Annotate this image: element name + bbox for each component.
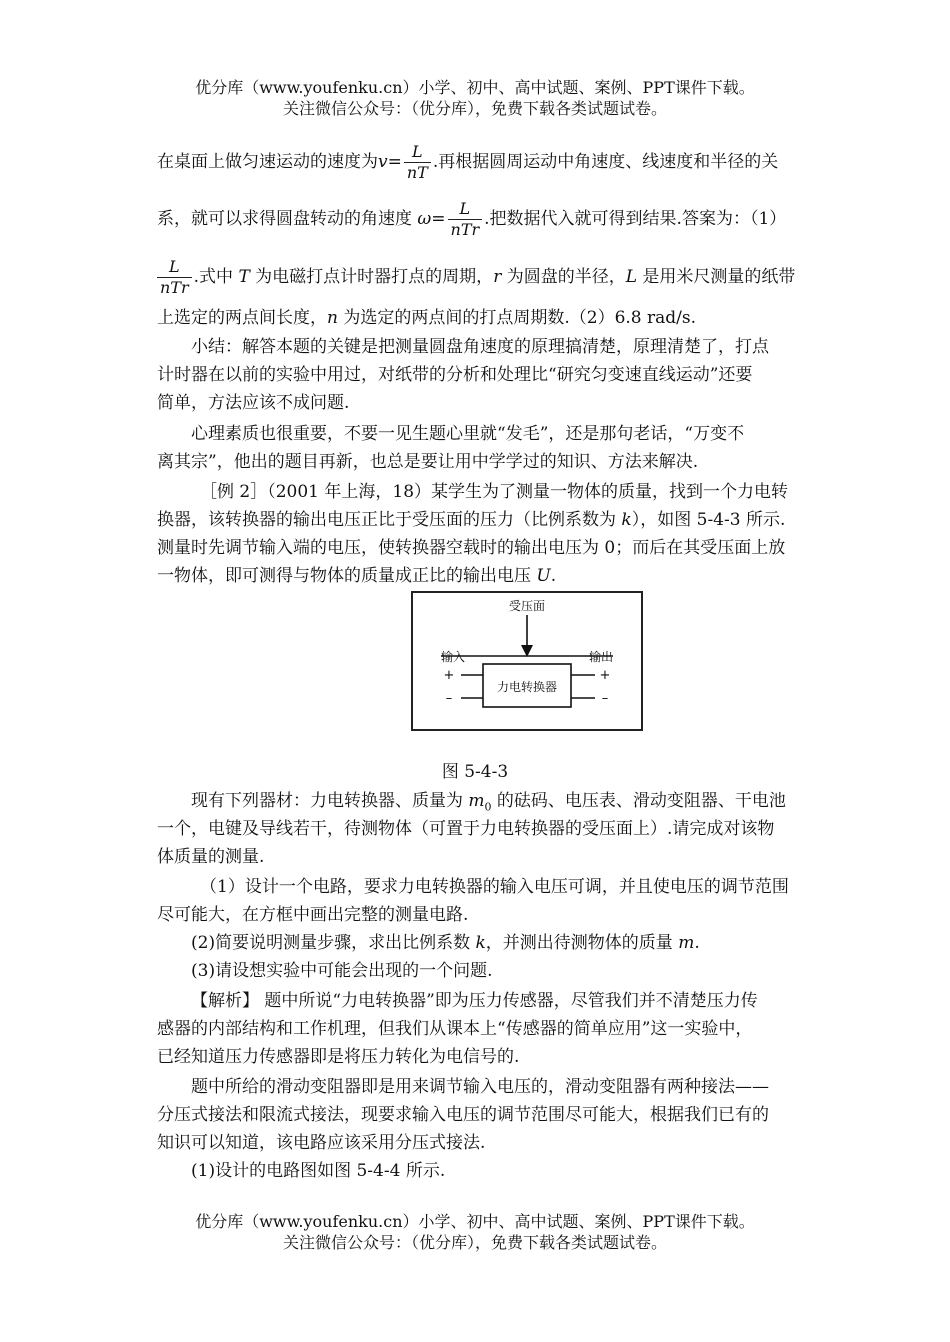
fraction — [448, 199, 483, 240]
symbol-U: U — [536, 566, 551, 586]
page-header — [0, 77, 950, 119]
text: . — [550, 566, 557, 586]
example-line: ［例 2］（2001 年上海，18）某学生为了测量一物体的质量，找到一个力电转 — [200, 482, 789, 502]
symbol-T: T — [238, 267, 250, 287]
fraction — [157, 257, 192, 298]
text: 换器，该转换器的输出电压正比于受压面的压力（比例系数为 — [157, 510, 622, 530]
fraction-numerator: L — [157, 257, 192, 278]
example-line — [157, 506, 785, 534]
figure-5-4-3 — [411, 591, 643, 731]
fraction — [404, 142, 431, 183]
question-line: 尽可能大，在方框中画出完整的测量电路. — [157, 905, 469, 925]
example-line: 测量时先调节输入端的电压，使转换器空载时的输出电压为 0；而后在其受压面上放 — [157, 538, 786, 558]
input-plus: + — [443, 668, 455, 683]
text: = — [431, 209, 446, 229]
text: 为圆盘的半径， — [501, 267, 626, 287]
fraction-numerator: L — [404, 142, 431, 163]
fraction-denominator: nTr — [450, 220, 480, 239]
symbol-L: L — [625, 267, 638, 287]
fraction-numerator: L — [448, 199, 483, 220]
paragraph-line — [157, 304, 696, 332]
question-line — [191, 929, 700, 957]
text: 系，就可以求得圆盘转动的角速度 — [157, 209, 418, 229]
text: 上选定的两点间长度， — [157, 308, 327, 328]
down-arrow-icon — [521, 645, 533, 657]
text: 为选定的两点间的打点周期数.（2）6.8 rad/s. — [337, 308, 697, 328]
text: .式中 — [193, 267, 239, 287]
paragraph-line: 体质量的测量. — [157, 847, 265, 867]
text: 的砝码、电压表、滑动变阻器、干电池 — [491, 791, 786, 811]
output-label: 输出 — [588, 650, 614, 664]
text: 一物体，即可测得与物体的质量成正比的输出电压 — [157, 566, 537, 586]
symbol-n: n — [327, 308, 338, 328]
page-footer — [0, 1211, 950, 1253]
paragraph-line — [157, 199, 787, 239]
text: ），如图 5-4-3 所示. — [631, 510, 786, 530]
input-label: 输入 — [440, 650, 466, 664]
paragraph-line: 知识可以知道，该电路应该采用分压式接法. — [157, 1133, 486, 1153]
pressure-surface-label: 受压面 — [508, 599, 546, 613]
text: . — [694, 933, 700, 953]
symbol-v: v — [378, 152, 388, 172]
summary-line: 简单，方法应该不成问题. — [157, 393, 350, 413]
force-transducer-diagram — [413, 593, 641, 729]
symbol-omega: ω — [417, 209, 432, 229]
footer-line-1: 优分库（www.youfenku.cn）小学、初中、高中试题、案例、PPT课件下载。 — [195, 1212, 755, 1231]
text: 是用米尺测量的纸带 — [637, 267, 796, 287]
output-minus: – — [601, 691, 609, 706]
symbol-m: m — [468, 791, 485, 811]
paragraph-line: 离其宗”，他出的题目再新，也总是要让用中学学过的知识、方法来解决. — [157, 452, 699, 472]
header-line-1: 优分库（www.youfenku.cn）小学、初中、高中试题、案例、PPT课件下载。 — [195, 78, 755, 97]
question-line: （1）设计一个电路，要求力电转换器的输入电压可调，并且使电压的调节范围 — [200, 877, 789, 897]
analysis-line: 【解析】 题中所说“力电转换器”即为压力传感器，尽管我们并不清楚压力传 — [191, 991, 758, 1011]
subscript: 0 — [484, 800, 492, 814]
text: = — [387, 152, 402, 172]
example-line — [157, 562, 556, 590]
text: 为电磁打点计时器打点的周期， — [249, 267, 494, 287]
text: 在桌面上做匀速运动的速度为 — [157, 152, 378, 172]
paragraph-line — [191, 787, 786, 815]
analysis-line: 已经知道压力传感器即是将压力转化为电信号的. — [157, 1047, 520, 1067]
fraction-denominator: nT — [406, 163, 428, 182]
transducer-label: 力电转换器 — [496, 680, 558, 694]
summary-line: 计时器在以前的实验中用过，对纸带的分析和处理比“研究匀变速直线运动”还要 — [157, 365, 753, 385]
paragraph-line: 心理素质也很重要，不要一见生题心里就“发毛”，还是那句老话，“万变不 — [191, 424, 745, 444]
footer-line-2: 关注微信公众号：（优分库），免费下载各类试题试卷。 — [282, 1233, 667, 1252]
paragraph-line: 一个，电键及导线若干，待测物体（可置于力电转换器的受压面上）.请完成对该物 — [157, 819, 775, 839]
symbol-k: k — [621, 510, 632, 530]
text: ，并测出待测物体的质量 — [485, 933, 679, 953]
paragraph-line — [157, 257, 796, 297]
paragraph-line: 题中所给的滑动变阻器即是用来调节输入电压的，滑动变阻器有两种接法—— — [191, 1077, 769, 1097]
input-minus: – — [445, 691, 453, 706]
symbol-r: r — [493, 267, 502, 287]
paragraph-line: (1)设计的电路图如图 5-4-4 所示. — [191, 1161, 446, 1181]
figure-caption: 图 5-4-3 — [441, 762, 509, 782]
fraction-denominator: nTr — [160, 278, 189, 297]
text: (2)简要说明测量步骤，求出比例系数 — [191, 933, 476, 953]
paragraph-line: 分压式接法和限流式接法，现要求输入电压的调节范围尽可能大，根据我们已有的 — [157, 1105, 769, 1125]
summary-line: 小结：解答本题的关键是把测量圆盘角速度的原理搞清楚，原理清楚了，打点 — [191, 337, 769, 357]
paragraph-line — [157, 142, 779, 182]
text: 现有下列器材：力电转换器、质量为 — [191, 791, 469, 811]
header-line-2: 关注微信公众号：（优分库），免费下载各类试题试卷。 — [282, 99, 667, 118]
text: .再根据圆周运动中角速度、线速度和半径的关 — [432, 152, 779, 172]
text: .把数据代入就可得到结果.答案为：（1） — [484, 209, 787, 229]
symbol-k: k — [475, 933, 486, 953]
analysis-line: 感器的内部结构和工作机理，但我们从课本上“传感器的简单应用”这一实验中， — [157, 1019, 753, 1039]
symbol-m: m — [678, 933, 695, 953]
output-plus: + — [599, 668, 611, 683]
question-line: (3)请设想实验中可能会出现的一个问题. — [191, 961, 493, 981]
